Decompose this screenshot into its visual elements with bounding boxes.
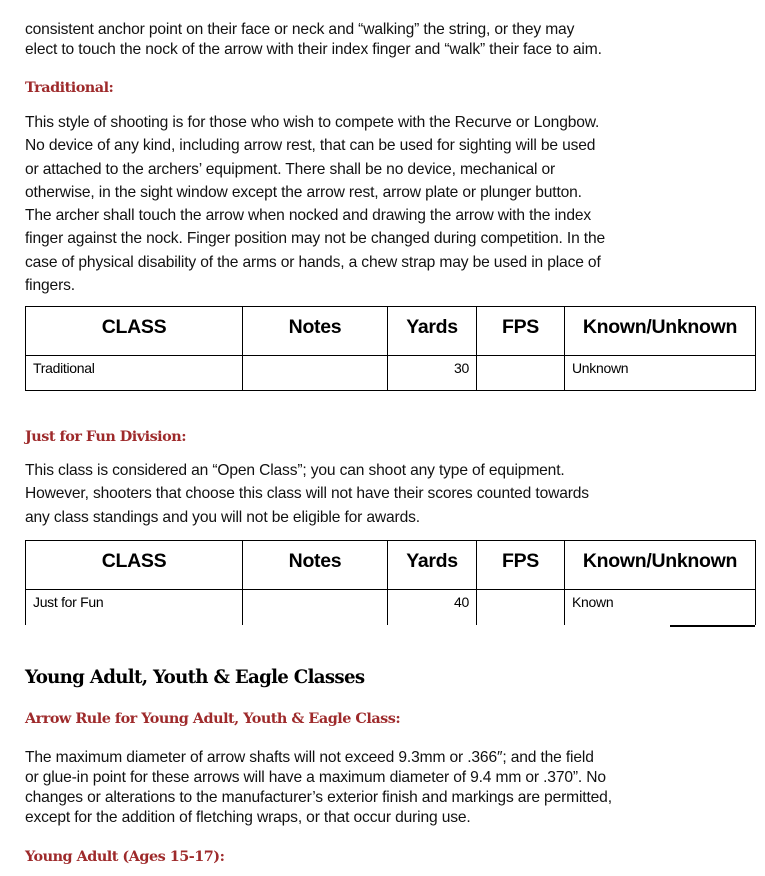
header-class: CLASS <box>26 541 243 590</box>
table-row <box>26 356 756 391</box>
header-notes: Notes <box>243 541 388 590</box>
traditional-heading: Traditional: <box>25 79 114 96</box>
cell-fps <box>477 590 565 625</box>
arrow-rule-paragraph: The maximum diameter of arrow shafts will not exceed 9.3mm or .366″; and the field or glue-in point for these arrows will have a maximum diameter of 9.4 mm or .370”. No changes or alterations to the manufacturer’s exterior finish and markings are permitted, except for the addition of fletching wraps, or that occur during use. <box>25 749 612 826</box>
header-notes: Notes <box>243 307 388 356</box>
cell-class: Traditional <box>26 356 243 391</box>
header-known-unknown: Known/Unknown <box>565 541 756 590</box>
header-fps: FPS <box>477 541 565 590</box>
table-partial-bottom-border <box>670 625 755 627</box>
young-adult-heading: Young Adult (Ages 15-17): <box>25 848 225 865</box>
cell-yards: 40 <box>388 590 477 625</box>
cell-known-unknown: Known <box>565 590 756 625</box>
cell-yards: 30 <box>388 356 477 391</box>
traditional-class-table <box>25 306 756 391</box>
youth-section-heading: Young Adult, Youth & Eagle Classes <box>25 667 365 688</box>
table-header-row <box>26 307 756 356</box>
header-class: CLASS <box>26 307 243 356</box>
cell-known-unknown: Unknown <box>565 356 756 391</box>
traditional-paragraph: This style of shooting is for those who wish to compete with the Recurve or Longbow. No device of any kind, including arrow rest, that can be used for sighting will be used or attached to the archers’ equipment. There shall be no device, mechanical or otherwise, in the sight window except the arrow rest, arrow plate or plunger button. The archer shall touch the arrow when nocked and drawing the arrow with the index finger against the nock. Finger position may not be changed during competition. In the case of physical disability of the arms or hands, a chew strap may be used in place of fingers. <box>25 114 606 295</box>
header-fps: FPS <box>477 307 565 356</box>
table-row <box>26 590 756 625</box>
just-for-fun-paragraph: This class is considered an “Open Class”; you can shoot any type of equipment. However, shooters that choose this class will not have their scores counted towards any class standings and you will not be eligible for awards. <box>25 462 589 526</box>
header-yards: Yards <box>388 307 477 356</box>
header-known-unknown: Known/Unknown <box>565 307 756 356</box>
intro-paragraph: consistent anchor point on their face or neck and “walking” the string, or they may elect to touch the nock of the arrow with their index finger and “walk” their face to aim. <box>25 21 602 58</box>
cell-fps <box>477 356 565 391</box>
cell-notes <box>243 590 388 625</box>
table-header-row <box>26 541 756 590</box>
cell-notes <box>243 356 388 391</box>
arrow-rule-heading: Arrow Rule for Young Adult, Youth & Eagle Class: <box>25 710 401 727</box>
just-for-fun-class-table <box>25 540 756 625</box>
just-for-fun-heading: Just for Fun Division: <box>25 428 187 445</box>
cell-class: Just for Fun <box>26 590 243 625</box>
header-yards: Yards <box>388 541 477 590</box>
